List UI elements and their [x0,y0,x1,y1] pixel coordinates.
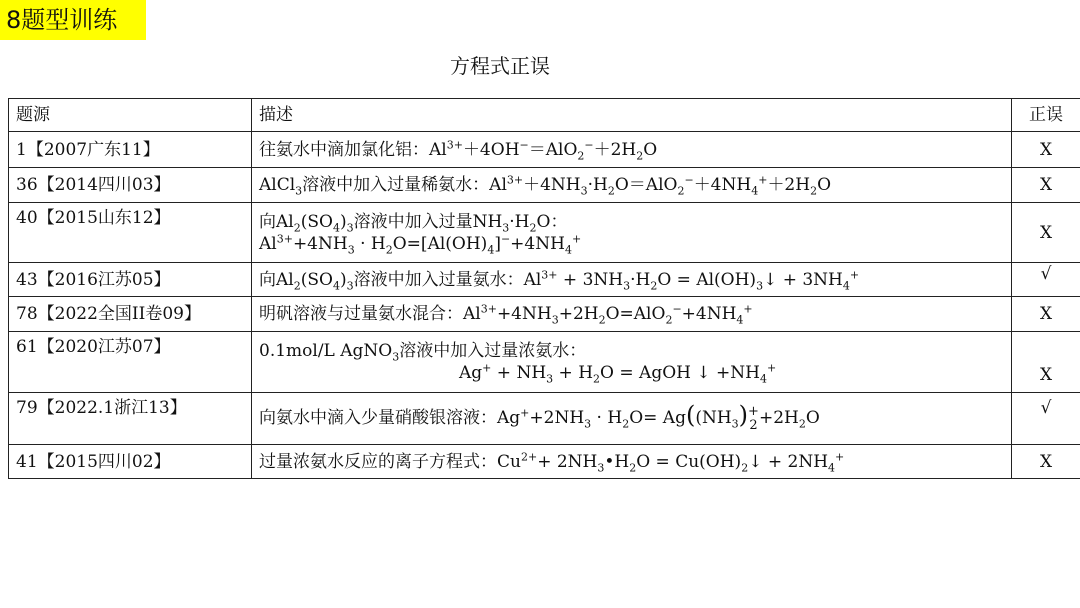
row-mark: X [1012,297,1080,332]
row-desc: 向氨水中滴入少量硝酸银溶液：$Ag^++2NH_3 \cdot H_2O= Ag((NH_3)+$ $2+2H_2O$ [252,393,1012,445]
equation-table [8,98,1080,479]
header-source: 题源 [9,99,252,132]
row-source: 40【2015山东12】 [9,203,252,263]
table-row [9,132,1080,168]
row-mark: X [1012,445,1080,479]
row-mark: X [1012,203,1080,263]
row-mark: X [1012,132,1080,168]
row-source: 43【2016江苏05】 [9,263,252,297]
table-row [9,445,1080,479]
section-tag: 8题型训练 [0,0,146,40]
row-mark: X [1012,332,1080,393]
row-desc: 向$Al_2(SO_4)_3$溶液中加入过量$NH_3\cdot H_2O$： $Al^{3+}+4NH_3 \cdot H_2O=[Al(OH)_4]^-+4NH_4^+$ [252,203,1012,263]
table-row [9,168,1080,203]
row-mark: X [1012,168,1080,203]
row-source: 41【2015四川02】 [9,445,252,479]
row-desc: 过量浓氨水反应的离子方程式：$Cu^{2+}+$ $2NH_3•H_2O$ = $Cu(OH)_2↓ + 2NH_4^+$ [252,445,1012,479]
header-mark: 正误 [1012,99,1080,132]
row-desc: 明矾溶液与过量氨水混合：$Al^{3+}+4NH_3+2H_2O=AlO_2^-+4NH_4^+$ [252,297,1012,332]
table-header [9,99,1080,132]
row-source: 61【2020江苏07】 [9,332,252,393]
row-source: 36【2014四川03】 [9,168,252,203]
row-mark: √ [1012,263,1080,297]
table-row [9,203,1080,263]
row-desc: 往氨水中滴加氯化铝：$Al^{3+}+4OH^-=AlO_2^-+2H_2O$ [252,132,1012,168]
row-desc: 向$Al_2(SO_4)_3$溶液中加入过量氨水：$Al^{3+} + 3NH_3\cdot H_2O$ = $Al(OH)_3↓ + 3NH_4^+$ [252,263,1012,297]
row-source: 79【2022.1浙江13】 [9,393,252,445]
row-source: 1【2007广东11】 [9,132,252,168]
header-desc: 描述 [252,99,1012,132]
row-desc: 0.1mol/L AgNO$_3$溶液中加入过量浓氨水： $Ag^+ + NH_3 + H_2O$ = AgOH ↓ $+NH_4^+$ [252,332,1012,393]
row-desc: AlCl$_3$溶液中加入过量稀氨水：$Al^{3+}+4NH_3\cdot H_2O=AlO_2^-+4NH_4^++2H_2O$ [252,168,1012,203]
table-row [9,393,1080,445]
table-row [9,263,1080,297]
row-source: 78【2022全国II卷09】 [9,297,252,332]
table-row [9,297,1080,332]
page-title: 方程式正误 [450,54,550,78]
row-mark: √ [1012,393,1080,445]
table-row [9,332,1080,393]
